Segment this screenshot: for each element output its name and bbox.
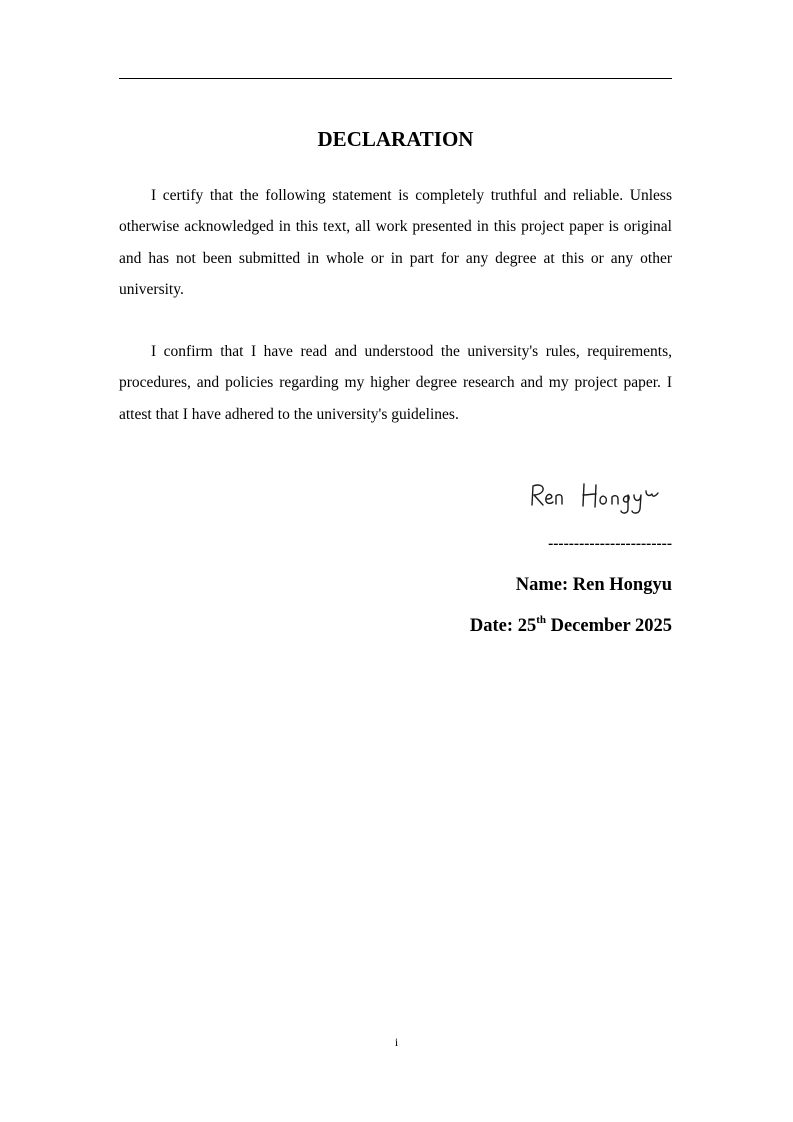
name-field xyxy=(516,572,672,598)
name-label: Name: xyxy=(515,575,569,595)
declaration-paragraph-2: I confirm that I have read and understood the university's rules, requirements, procedures, and policies regarding my higher degree research and my project paper. I attest that I have adhered to the university's guidelines. xyxy=(119,343,672,423)
page-title: DECLARATION xyxy=(317,127,474,151)
date-day-suffix: th xyxy=(536,613,546,626)
date-label: Date: xyxy=(469,616,514,636)
signature-dash-line: ------------------------ xyxy=(548,535,672,552)
date-field xyxy=(470,613,672,639)
handwritten-signature xyxy=(524,476,674,520)
name-value: Ren Hongyu xyxy=(572,575,672,595)
date-rest: December 2025 xyxy=(550,616,672,636)
date-day: 25 xyxy=(517,616,537,636)
page-number: i xyxy=(394,1035,399,1049)
header-rule xyxy=(119,78,672,79)
declaration-paragraph-1: I certify that the following statement is completely truthful and reliable. Unless otherwise acknowledged in this text, all work presented in this project paper is original and has not been submitted in whole or in part for any degree at this or any other university. xyxy=(119,187,672,298)
